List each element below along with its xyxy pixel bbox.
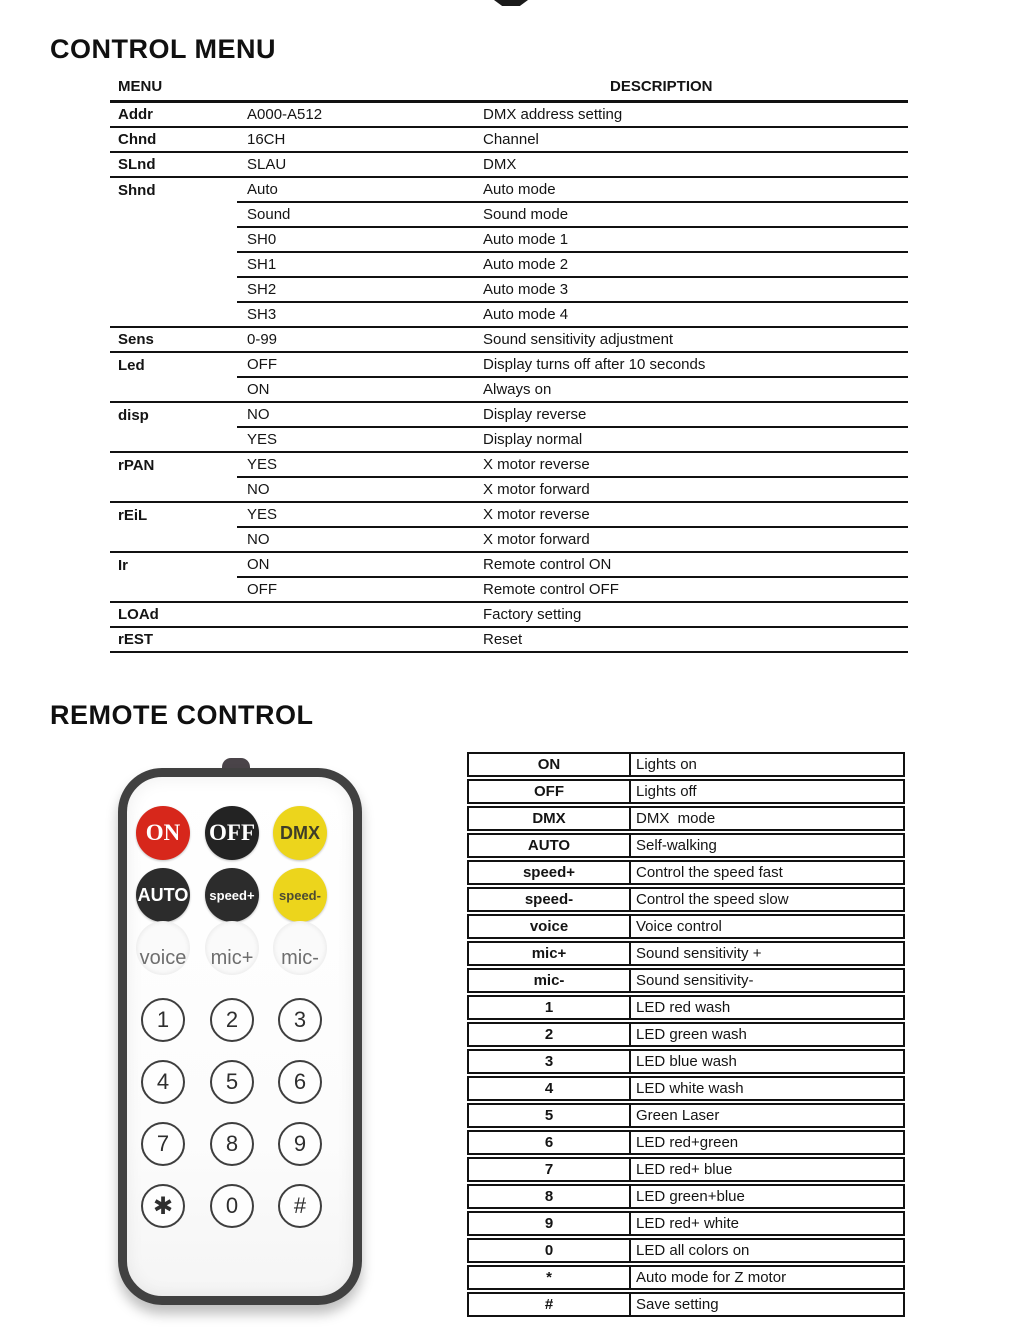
menu-cell: rEST xyxy=(118,631,154,648)
control-menu-row xyxy=(110,253,908,278)
menu-row-values xyxy=(237,128,908,151)
remote-key-star: ✱ xyxy=(141,1184,185,1228)
remote-table-row xyxy=(467,995,905,1020)
remote-control-photo xyxy=(118,758,366,1310)
menu-cell xyxy=(110,253,237,278)
control-menu-row xyxy=(110,428,908,453)
remote-table-row xyxy=(467,1130,905,1155)
control-menu-row xyxy=(110,103,908,128)
control-menu-rows xyxy=(110,103,908,653)
remote-table-desc-cell: LED red wash xyxy=(636,999,731,1016)
menu-row-values xyxy=(237,228,908,253)
menu-row-values xyxy=(237,203,908,228)
control-menu-row xyxy=(110,228,908,253)
description-cell: Sound mode xyxy=(483,206,569,223)
menu-cell xyxy=(110,203,237,228)
menu-row-values xyxy=(237,503,908,528)
value-cell: 0-99 xyxy=(247,331,278,348)
control-menu-row xyxy=(110,453,908,478)
value-cell: SH3 xyxy=(247,306,277,323)
remote-table-row xyxy=(467,806,905,831)
value-cell: NO xyxy=(247,481,270,498)
value-cell: YES xyxy=(247,431,278,448)
value-cell: SLAU xyxy=(247,156,287,173)
menu-row-values xyxy=(237,453,908,478)
remote-table-row xyxy=(467,887,905,912)
menu-row-values xyxy=(237,278,908,303)
description-cell: Display normal xyxy=(483,431,583,448)
description-cell: Remote control ON xyxy=(483,556,612,573)
description-cell: Factory setting xyxy=(483,606,582,623)
remote-table-key-cell: 6 xyxy=(469,1132,631,1153)
value-cell: ON xyxy=(247,556,270,573)
control-menu-row xyxy=(110,603,908,628)
control-menu-row xyxy=(110,203,908,228)
menu-cell xyxy=(110,528,237,551)
remote-table-desc-cell: Control the speed fast xyxy=(636,864,783,881)
description-cell: DMX xyxy=(483,156,517,173)
menu-row-values xyxy=(237,628,908,651)
remote-table-row xyxy=(467,779,905,804)
value-cell: OFF xyxy=(247,356,277,373)
remote-key-2: 2 xyxy=(210,998,254,1042)
remote-button-on: ON xyxy=(136,806,190,860)
description-cell: Always on xyxy=(483,381,552,398)
value-cell: 16CH xyxy=(247,131,286,148)
remote-table-key-cell: 5 xyxy=(469,1105,631,1126)
remote-table-desc-cell: Auto mode for Z motor xyxy=(636,1269,787,1286)
menu-row-values xyxy=(237,478,908,501)
menu-column-header: MENU xyxy=(118,78,163,95)
remote-table-desc-cell: Sound sensitivity- xyxy=(636,972,754,989)
remote-table-key-cell: 8 xyxy=(469,1186,631,1207)
remote-key-3: 3 xyxy=(278,998,322,1042)
value-cell: SH1 xyxy=(247,256,277,273)
menu-cell: disp xyxy=(118,407,149,424)
description-cell: X motor reverse xyxy=(483,506,590,523)
menu-row-values xyxy=(237,303,908,326)
remote-table-desc-cell: LED blue wash xyxy=(636,1053,737,1070)
menu-cell xyxy=(110,303,237,326)
remote-table-desc-cell: LED green wash xyxy=(636,1026,747,1043)
description-cell: X motor forward xyxy=(483,481,590,498)
remote-table-row xyxy=(467,1157,905,1182)
remote-key-table xyxy=(467,752,905,1319)
remote-table-desc-cell: Self-walking xyxy=(636,837,717,854)
remote-table-row xyxy=(467,860,905,885)
remote-table-key-cell: 2 xyxy=(469,1024,631,1045)
remote-table-desc-cell: LED green+blue xyxy=(636,1188,745,1205)
remote-table-row xyxy=(467,1265,905,1290)
value-cell: NO xyxy=(247,406,270,423)
value-cell: SH0 xyxy=(247,231,277,248)
remote-table-key-cell: OFF xyxy=(469,781,631,802)
remote-table-row xyxy=(467,1238,905,1263)
remote-table-desc-cell: LED red+green xyxy=(636,1134,739,1151)
description-cell: Display reverse xyxy=(483,406,587,423)
control-menu-row xyxy=(110,178,908,203)
remote-table-key-cell: voice xyxy=(469,916,631,937)
description-cell: Channel xyxy=(483,131,539,148)
remote-key-6: 6 xyxy=(278,1060,322,1104)
remote-table-key-cell: 1 xyxy=(469,997,631,1018)
control-menu-title: CONTROL MENU xyxy=(50,34,276,64)
control-menu-row xyxy=(110,553,908,578)
remote-table-key-cell: # xyxy=(469,1294,631,1315)
value-cell: SH2 xyxy=(247,281,277,298)
menu-row-values xyxy=(237,353,908,378)
value-cell: YES xyxy=(247,456,278,473)
remote-key-0: 0 xyxy=(210,1184,254,1228)
control-menu-row xyxy=(110,403,908,428)
remote-table-desc-cell: Sound sensitivity + xyxy=(636,945,762,962)
control-menu-row xyxy=(110,328,908,353)
remote-table-row xyxy=(467,1076,905,1101)
remote-key-hash: # xyxy=(278,1184,322,1228)
description-cell: Display turns off after 10 seconds xyxy=(483,356,706,373)
remote-table-key-cell: AUTO xyxy=(469,835,631,856)
menu-row-values xyxy=(237,578,908,601)
value-cell: YES xyxy=(247,506,278,523)
remote-table-key-cell: 0 xyxy=(469,1240,631,1261)
menu-cell xyxy=(110,378,237,401)
remote-button-speed: speed- xyxy=(273,868,327,922)
remote-key-9: 9 xyxy=(278,1122,322,1166)
remote-table-key-cell: 4 xyxy=(469,1078,631,1099)
remote-key-5: 5 xyxy=(210,1060,254,1104)
menu-row-values xyxy=(237,428,908,451)
control-menu-row xyxy=(110,478,908,503)
remote-table-desc-cell: Control the speed slow xyxy=(636,891,789,908)
menu-cell xyxy=(110,478,237,501)
control-menu-row xyxy=(110,578,908,603)
menu-row-values xyxy=(237,178,908,203)
remote-table-desc-cell: Lights off xyxy=(636,783,697,800)
remote-table-key-cell: speed+ xyxy=(469,862,631,883)
remote-table-desc-cell: LED red+ blue xyxy=(636,1161,733,1178)
control-menu-row xyxy=(110,303,908,328)
menu-cell: rPAN xyxy=(118,457,155,474)
description-cell: Auto mode 1 xyxy=(483,231,569,248)
remote-table-row xyxy=(467,1022,905,1047)
value-cell: OFF xyxy=(247,581,277,598)
menu-row-values xyxy=(237,403,908,428)
menu-row-values xyxy=(237,153,908,176)
remote-table-desc-cell: LED all colors on xyxy=(636,1242,750,1259)
remote-table-desc-cell: Green Laser xyxy=(636,1107,720,1124)
value-cell: Sound xyxy=(247,206,291,223)
remote-key-1: 1 xyxy=(141,998,185,1042)
remote-table-key-cell: mic- xyxy=(469,970,631,991)
description-cell: Sound sensitivity adjustment xyxy=(483,331,674,348)
remote-table-desc-cell: LED white wash xyxy=(636,1080,744,1097)
value-cell: A000-A512 xyxy=(247,106,323,123)
remote-label-mic: mic- xyxy=(281,947,319,969)
remote-key-4: 4 xyxy=(141,1060,185,1104)
description-cell: Reset xyxy=(483,631,523,648)
menu-cell xyxy=(110,428,237,451)
remote-table-key-cell: * xyxy=(469,1267,631,1288)
menu-cell: Chnd xyxy=(118,131,157,148)
description-cell: Auto mode 2 xyxy=(483,256,569,273)
value-cell: ON xyxy=(247,381,270,398)
control-menu-row xyxy=(110,353,908,378)
remote-table-row xyxy=(467,941,905,966)
menu-row-values xyxy=(237,253,908,278)
remote-table-key-cell: 7 xyxy=(469,1159,631,1180)
remote-table-desc-cell: Voice control xyxy=(636,918,722,935)
value-cell: Auto xyxy=(247,181,278,198)
remote-button-auto: AUTO xyxy=(136,868,190,922)
remote-table-key-cell: 3 xyxy=(469,1051,631,1072)
remote-table-desc-cell: Save setting xyxy=(636,1296,719,1313)
remote-key-8: 8 xyxy=(210,1122,254,1166)
control-menu-header xyxy=(110,78,908,103)
menu-cell: rEiL xyxy=(118,507,148,524)
description-cell: Auto mode 3 xyxy=(483,281,569,298)
remote-button-speed: speed+ xyxy=(205,868,259,922)
menu-row-values xyxy=(237,553,908,578)
description-cell: DMX address setting xyxy=(483,106,623,123)
description-cell: Auto mode 4 xyxy=(483,306,569,323)
control-menu-table xyxy=(110,78,908,653)
remote-table-key-cell: 9 xyxy=(469,1213,631,1234)
description-cell: Auto mode xyxy=(483,181,556,198)
remote-label-mic: mic+ xyxy=(210,947,254,969)
remote-table-row xyxy=(467,1049,905,1074)
menu-cell: Ir xyxy=(118,557,129,574)
remote-table-row xyxy=(467,1184,905,1209)
remote-table-row xyxy=(467,1292,905,1317)
menu-cell: Sens xyxy=(118,331,154,348)
remote-table-key-cell: mic+ xyxy=(469,943,631,964)
menu-row-values xyxy=(237,328,908,351)
remote-table-row xyxy=(467,1211,905,1236)
remote-table-desc-cell: DMX mode xyxy=(636,810,716,827)
remote-key-7: 7 xyxy=(141,1122,185,1166)
remote-table-row xyxy=(467,968,905,993)
menu-row-values xyxy=(237,603,908,626)
menu-cell xyxy=(110,228,237,253)
menu-cell: Led xyxy=(118,357,145,374)
remote-table-key-cell: speed- xyxy=(469,889,631,910)
remote-table-row xyxy=(467,914,905,939)
control-menu-row xyxy=(110,528,908,553)
control-menu-row xyxy=(110,628,908,653)
remote-table-key-cell: ON xyxy=(469,754,631,775)
menu-cell xyxy=(110,578,237,601)
control-menu-row xyxy=(110,278,908,303)
cropped-graphic xyxy=(494,0,528,6)
control-menu-row xyxy=(110,378,908,403)
control-menu-row xyxy=(110,153,908,178)
description-column-header: DESCRIPTION xyxy=(610,78,713,95)
remote-control-title: REMOTE CONTROL xyxy=(50,700,314,730)
remote-label-voice: voice xyxy=(139,947,187,969)
description-cell: Remote control OFF xyxy=(483,581,619,598)
menu-row-values xyxy=(237,103,908,126)
menu-cell: Shnd xyxy=(118,182,156,199)
remote-body xyxy=(118,768,362,1305)
menu-cell: SLnd xyxy=(118,156,156,173)
remote-table-desc-cell: Lights on xyxy=(636,756,697,773)
remote-button-dmx: DMX xyxy=(273,806,327,860)
remote-table-row xyxy=(467,1103,905,1128)
menu-cell: Addr xyxy=(118,106,153,123)
menu-row-values xyxy=(237,378,908,401)
remote-table-row xyxy=(467,752,905,777)
value-cell: NO xyxy=(247,531,270,548)
control-menu-row xyxy=(110,128,908,153)
menu-cell xyxy=(110,278,237,303)
remote-table-desc-cell: LED red+ white xyxy=(636,1215,739,1232)
menu-cell: LOAd xyxy=(118,606,159,623)
description-cell: X motor reverse xyxy=(483,456,590,473)
control-menu-row xyxy=(110,503,908,528)
remote-table-row xyxy=(467,833,905,858)
remote-table-key-cell: DMX xyxy=(469,808,631,829)
description-cell: X motor forward xyxy=(483,531,590,548)
menu-row-values xyxy=(237,528,908,551)
remote-button-off: OFF xyxy=(205,806,259,860)
